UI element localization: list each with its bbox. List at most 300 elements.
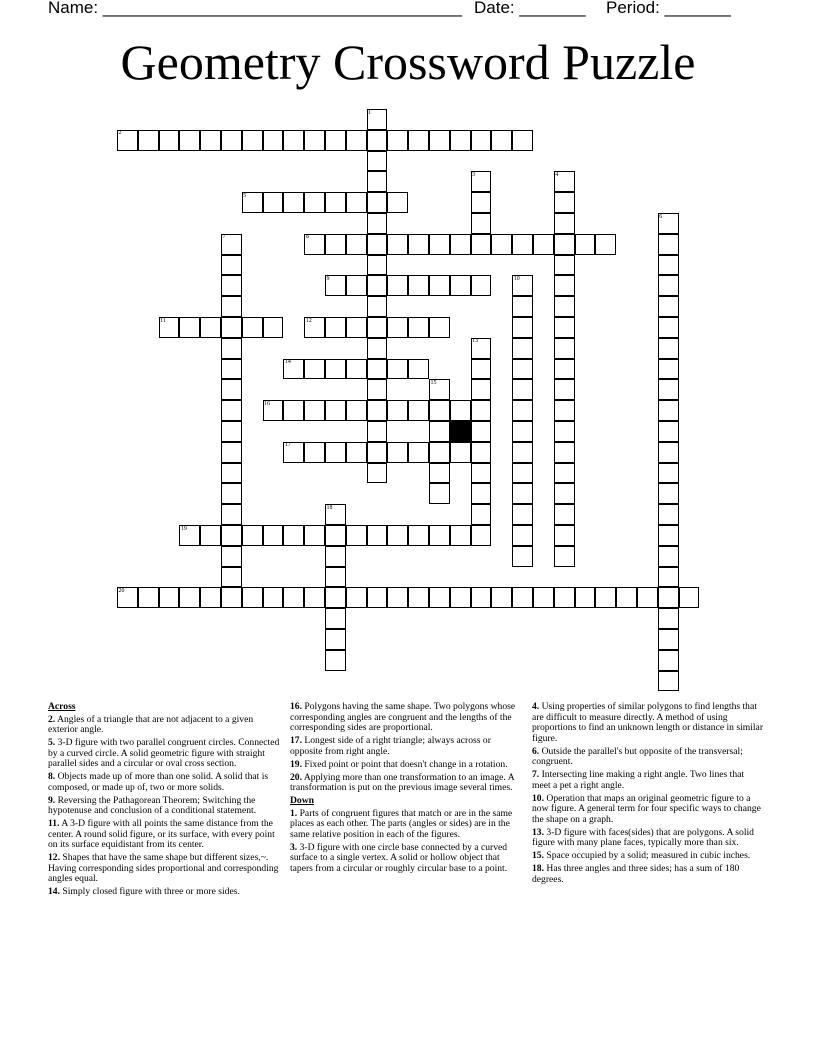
grid-cell[interactable] (179, 525, 200, 546)
down-heading: Down (290, 795, 314, 806)
grid-cell[interactable] (263, 317, 284, 338)
grid-cell[interactable] (450, 400, 471, 421)
clue (48, 772, 280, 793)
grid-cell[interactable] (471, 525, 492, 546)
grid-cell[interactable] (533, 234, 554, 255)
grid-cell[interactable] (554, 587, 575, 608)
grid-cell[interactable] (346, 192, 367, 213)
clue (532, 747, 764, 768)
grid-cell[interactable] (221, 483, 242, 504)
clue (290, 843, 522, 875)
grid-cell[interactable] (221, 379, 242, 400)
grid-cell[interactable] (242, 192, 263, 213)
grid-cell[interactable] (658, 671, 679, 692)
grid-cell[interactable] (304, 317, 325, 338)
grid-cell[interactable] (512, 483, 533, 504)
grid-cell[interactable] (575, 234, 596, 255)
grid-cell[interactable] (408, 275, 429, 296)
grid-cell[interactable] (221, 525, 242, 546)
grid-cell[interactable] (221, 463, 242, 484)
grid-cell[interactable] (554, 192, 575, 213)
grid-cell[interactable] (367, 275, 388, 296)
grid-cell[interactable] (471, 359, 492, 380)
grid-cell[interactable] (616, 587, 637, 608)
grid-cell[interactable] (658, 234, 679, 255)
grid-cell[interactable] (491, 234, 512, 255)
grid-cell[interactable] (450, 275, 471, 296)
clue-number: 17 (284, 442, 291, 449)
grid-cell[interactable] (283, 130, 304, 151)
grid-cell[interactable] (471, 192, 492, 213)
clue-number: 6 (659, 213, 663, 220)
grid-cell[interactable] (658, 379, 679, 400)
grid-cell[interactable] (429, 275, 450, 296)
clue-text: Polygons having the same shape. Two polygons whose corresponding angles are congruent and the lengths of the corresponding sides are proportional. (290, 701, 516, 733)
grid-cell[interactable] (658, 650, 679, 671)
clue-label: 12. (48, 852, 60, 863)
clue-text: Has three angles and three sides; has a sum of 180 degrees. (532, 863, 740, 885)
grid-cell[interactable] (471, 587, 492, 608)
grid-cell[interactable] (263, 192, 284, 213)
grid-cell[interactable] (263, 130, 284, 151)
blocked-cell (450, 421, 471, 442)
grid-cell[interactable] (408, 130, 429, 151)
grid-cell[interactable] (367, 400, 388, 421)
grid-cell[interactable] (554, 275, 575, 296)
grid-cell[interactable] (658, 421, 679, 442)
grid-cell[interactable] (575, 587, 596, 608)
grid-cell[interactable] (221, 359, 242, 380)
grid-cell[interactable] (554, 338, 575, 359)
grid-cell[interactable] (512, 463, 533, 484)
grid-cell[interactable] (450, 525, 471, 546)
grid-cell[interactable] (283, 525, 304, 546)
clue-number: 8 (305, 234, 309, 241)
grid-cell[interactable] (512, 379, 533, 400)
grid-cell[interactable] (387, 442, 408, 463)
grid-cell[interactable] (221, 317, 242, 338)
grid-cell[interactable] (554, 359, 575, 380)
grid-cell[interactable] (658, 463, 679, 484)
clue (290, 809, 522, 841)
clue (532, 770, 764, 791)
grid-cell[interactable] (367, 234, 388, 255)
grid-cell[interactable] (367, 587, 388, 608)
grid-cell[interactable] (242, 525, 263, 546)
grid-cell[interactable] (512, 587, 533, 608)
clue-label: 5. (48, 737, 56, 748)
grid-cell[interactable] (283, 587, 304, 608)
grid-cell[interactable] (387, 400, 408, 421)
grid-cell[interactable] (512, 359, 533, 380)
grid-cell[interactable] (221, 130, 242, 151)
clue (290, 760, 522, 771)
grid-cell[interactable] (408, 317, 429, 338)
grid-cell[interactable] (179, 130, 200, 151)
grid-cell[interactable] (554, 483, 575, 504)
grid-cell[interactable] (367, 192, 388, 213)
grid-cell[interactable] (512, 525, 533, 546)
grid-cell[interactable] (658, 338, 679, 359)
clue (48, 853, 280, 885)
grid-cell[interactable] (554, 463, 575, 484)
grid-cell[interactable] (679, 587, 700, 608)
clue-label: 20. (290, 771, 302, 783)
grid-cell[interactable] (429, 421, 450, 442)
clues-column-1 (48, 702, 280, 900)
grid-cell[interactable] (346, 359, 367, 380)
grid-cell[interactable] (554, 171, 575, 192)
grid-cell[interactable] (387, 275, 408, 296)
grid-cell[interactable] (367, 130, 388, 151)
clue-label: 1. (290, 807, 298, 819)
grid-cell[interactable] (283, 442, 304, 463)
clues-column-2 (290, 702, 522, 877)
grid-cell[interactable] (471, 338, 492, 359)
grid-cell[interactable] (554, 400, 575, 421)
grid-cell[interactable] (387, 587, 408, 608)
grid-cell[interactable] (387, 359, 408, 380)
grid-cell[interactable] (179, 317, 200, 338)
grid-cell[interactable] (304, 359, 325, 380)
grid-cell[interactable] (658, 213, 679, 234)
grid-cell[interactable] (658, 317, 679, 338)
clue (290, 702, 522, 734)
grid-cell[interactable] (367, 213, 388, 234)
grid-cell[interactable] (471, 400, 492, 421)
grid-cell[interactable] (554, 255, 575, 276)
clue-label: 9. (48, 794, 56, 806)
clue-text: Shapes that have the same shape but different sizes,~. Having corresponding sides proportional and corresponding angles equal. (48, 852, 279, 884)
grid-cell[interactable] (367, 255, 388, 276)
grid-cell[interactable] (325, 587, 346, 608)
grid-cell[interactable] (658, 546, 679, 567)
grid-cell[interactable] (512, 504, 533, 525)
grid-cell[interactable] (658, 504, 679, 525)
clue-label: 2. (48, 713, 56, 725)
grid-cell[interactable] (471, 275, 492, 296)
clue-label: 19. (290, 758, 302, 770)
grid-cell[interactable] (263, 400, 284, 421)
grid-cell[interactable] (429, 463, 450, 484)
grid-cell[interactable] (221, 546, 242, 567)
grid-cell[interactable] (658, 525, 679, 546)
grid-cell[interactable] (554, 317, 575, 338)
grid-cell[interactable] (242, 317, 263, 338)
grid-cell[interactable] (138, 130, 159, 151)
grid-cell[interactable] (325, 234, 346, 255)
grid-cell[interactable] (325, 442, 346, 463)
clue-label: 4. (532, 701, 540, 712)
grid-cell[interactable] (325, 130, 346, 151)
grid-cell[interactable] (346, 442, 367, 463)
grid-cell[interactable] (471, 130, 492, 151)
grid-cell[interactable] (283, 192, 304, 213)
clue-number: 7 (222, 234, 226, 241)
clue-number: 2 (118, 130, 122, 137)
grid-cell[interactable] (346, 525, 367, 546)
grid-cell[interactable] (408, 234, 429, 255)
grid-cell[interactable] (554, 546, 575, 567)
grid-cell[interactable] (658, 442, 679, 463)
grid-cell[interactable] (325, 317, 346, 338)
grid-cell[interactable] (325, 567, 346, 588)
grid-cell[interactable] (512, 317, 533, 338)
grid-cell[interactable] (408, 442, 429, 463)
clue-text: Outside the parallel's but opposite of the transversal; congruent. (532, 745, 743, 767)
clue (48, 887, 280, 898)
clue-label: 18. (532, 863, 544, 874)
clue-label: 13. (532, 826, 544, 838)
grid-cell[interactable] (221, 400, 242, 421)
clue-text: Operation that maps an original geometric figure to a now figure. A general term for four specific ways to change the shape on a graph. (532, 792, 761, 825)
grid-cell[interactable] (429, 442, 450, 463)
clue (532, 794, 764, 826)
clue-label: 10. (532, 792, 544, 804)
grid-cell[interactable] (554, 421, 575, 442)
grid-cell[interactable] (658, 587, 679, 608)
clue-label: 15. (532, 850, 544, 861)
grid-cell[interactable] (429, 525, 450, 546)
clue-text: Reversing the Pathagorean Theorem; Switching the hypotenuse and conclusion of a conditional statement. (48, 794, 257, 816)
clue-label: 16. (290, 701, 302, 712)
clue (290, 736, 522, 757)
grid-cell[interactable] (450, 234, 471, 255)
grid-cell[interactable] (346, 587, 367, 608)
grid-cell[interactable] (658, 255, 679, 276)
grid-cell[interactable] (408, 400, 429, 421)
grid-cell[interactable] (367, 442, 388, 463)
grid-cell[interactable] (429, 379, 450, 400)
grid-cell[interactable] (512, 546, 533, 567)
grid-cell[interactable] (367, 525, 388, 546)
grid-cell[interactable] (429, 587, 450, 608)
grid-cell[interactable] (595, 587, 616, 608)
grid-cell[interactable] (408, 525, 429, 546)
clue-text: 3-D figure with faces(sides) that are polygons. A solid figure with many plane faces, typically more than six. (532, 826, 754, 848)
grid-cell[interactable] (159, 317, 180, 338)
grid-cell[interactable] (429, 317, 450, 338)
clue-label: 3. (290, 841, 298, 853)
clue-label: 17. (290, 735, 302, 746)
grid-cell[interactable] (346, 400, 367, 421)
grid-cell[interactable] (595, 234, 616, 255)
grid-cell[interactable] (658, 296, 679, 317)
grid-cell[interactable] (325, 192, 346, 213)
grid-cell[interactable] (429, 130, 450, 151)
grid-cell[interactable] (408, 587, 429, 608)
grid-cell[interactable] (450, 130, 471, 151)
grid-cell[interactable] (554, 379, 575, 400)
grid-cell[interactable] (304, 130, 325, 151)
clue-text: Intersecting line making a right angle. Two lines that meet a pet a right angle. (532, 769, 745, 791)
grid-cell[interactable] (304, 234, 325, 255)
grid-cell[interactable] (304, 525, 325, 546)
grid-cell[interactable] (117, 130, 138, 151)
grid-cell[interactable] (325, 525, 346, 546)
grid-cell[interactable] (325, 650, 346, 671)
grid-cell[interactable] (387, 317, 408, 338)
grid-cell[interactable] (471, 234, 492, 255)
grid-cell[interactable] (387, 234, 408, 255)
grid-cell[interactable] (221, 504, 242, 525)
grid-cell[interactable] (304, 587, 325, 608)
date-field[interactable]: Date: _______ (474, 0, 586, 17)
grid-cell[interactable] (221, 421, 242, 442)
clue-text: Fixed point or point that doesn't change in a rotation. (302, 758, 508, 770)
clue-label: 8. (48, 771, 56, 782)
grid-cell[interactable] (491, 587, 512, 608)
grid-cell[interactable] (221, 587, 242, 608)
clue (532, 702, 764, 744)
grid-cell[interactable] (325, 504, 346, 525)
grid-cell[interactable] (471, 504, 492, 525)
grid-cell[interactable] (221, 296, 242, 317)
grid-cell[interactable] (387, 130, 408, 151)
grid-cell[interactable] (346, 317, 367, 338)
grid-cell[interactable] (554, 442, 575, 463)
grid-cell[interactable] (471, 421, 492, 442)
grid-cell[interactable] (221, 567, 242, 588)
grid-cell[interactable] (325, 629, 346, 650)
grid-cell[interactable] (304, 442, 325, 463)
grid-cell[interactable] (554, 296, 575, 317)
grid-cell[interactable] (554, 504, 575, 525)
grid-cell[interactable] (346, 275, 367, 296)
grid-cell[interactable] (200, 525, 221, 546)
grid-cell[interactable] (471, 442, 492, 463)
grid-cell[interactable] (325, 608, 346, 629)
grid-cell[interactable] (471, 463, 492, 484)
grid-cell[interactable] (325, 359, 346, 380)
grid-cell[interactable] (471, 213, 492, 234)
grid-cell[interactable] (429, 400, 450, 421)
grid-cell[interactable] (658, 275, 679, 296)
grid-cell[interactable] (221, 255, 242, 276)
grid-cell[interactable] (387, 192, 408, 213)
grid-cell[interactable] (200, 130, 221, 151)
grid-cell[interactable] (346, 234, 367, 255)
grid-cell[interactable] (450, 442, 471, 463)
grid-cell[interactable] (387, 525, 408, 546)
grid-cell[interactable] (367, 421, 388, 442)
grid-cell[interactable] (471, 379, 492, 400)
grid-cell[interactable] (471, 171, 492, 192)
grid-cell[interactable] (658, 608, 679, 629)
grid-cell[interactable] (221, 275, 242, 296)
grid-cell[interactable] (367, 317, 388, 338)
grid-cell[interactable] (367, 151, 388, 172)
grid-cell[interactable] (658, 359, 679, 380)
grid-cell[interactable] (325, 275, 346, 296)
grid-cell[interactable] (283, 359, 304, 380)
clue-number: 9 (326, 275, 330, 282)
clue-number: 4 (555, 171, 559, 178)
grid-cell[interactable] (304, 400, 325, 421)
grid-cell[interactable] (658, 483, 679, 504)
grid-cell[interactable] (221, 234, 242, 255)
grid-cell[interactable] (554, 213, 575, 234)
grid-cell[interactable] (117, 587, 138, 608)
clue-number: 13 (472, 338, 479, 345)
grid-cell[interactable] (242, 587, 263, 608)
period-field[interactable]: Period: _______ (606, 0, 731, 17)
grid-cell[interactable] (159, 587, 180, 608)
clue-number: 20 (118, 587, 125, 594)
grid-cell[interactable] (429, 234, 450, 255)
grid-cell[interactable] (200, 587, 221, 608)
grid-cell[interactable] (658, 629, 679, 650)
grid-cell[interactable] (367, 359, 388, 380)
clue-text: A 3-D figure with all points the same distance from the center. A round solid figure, or its surface, with every point on its surface equidistant from its center. (48, 818, 275, 850)
grid-cell[interactable] (429, 483, 450, 504)
grid-cell[interactable] (346, 130, 367, 151)
clue (290, 773, 522, 794)
clue-text: 3-D figure with two parallel congruent circles. Connected by a curved circle. A solid geometric figure with straight parallel sides and a circular or oval cross section. (48, 737, 280, 769)
clue (532, 851, 764, 862)
grid-cell[interactable] (450, 587, 471, 608)
grid-cell[interactable] (283, 400, 304, 421)
grid-cell[interactable] (263, 587, 284, 608)
grid-cell[interactable] (658, 567, 679, 588)
grid-cell[interactable] (325, 400, 346, 421)
grid-cell[interactable] (179, 587, 200, 608)
grid-cell[interactable] (512, 421, 533, 442)
grid-cell[interactable] (512, 400, 533, 421)
grid-cell[interactable] (491, 130, 512, 151)
grid-cell[interactable] (554, 525, 575, 546)
grid-cell[interactable] (367, 296, 388, 317)
grid-cell[interactable] (263, 525, 284, 546)
grid-cell[interactable] (512, 296, 533, 317)
grid-cell[interactable] (512, 442, 533, 463)
clue-text: 3-D figure with one circle base connected by a curved surface to a single vertex. A solid or hollow object that tapers from a circular or roughly circular base to a point. (290, 841, 508, 874)
grid-cell[interactable] (221, 442, 242, 463)
grid-cell[interactable] (637, 587, 658, 608)
grid-cell[interactable] (242, 130, 263, 151)
grid-cell[interactable] (512, 338, 533, 359)
grid-cell[interactable] (221, 338, 242, 359)
clue-label: 7. (532, 769, 540, 780)
clue-number: 11 (160, 317, 166, 324)
name-field[interactable]: Name: ______________________________________ (48, 0, 463, 17)
grid-cell[interactable] (367, 109, 388, 130)
clue-number: 1 (368, 109, 372, 116)
grid-cell[interactable] (367, 379, 388, 400)
grid-cell[interactable] (367, 338, 388, 359)
grid-cell[interactable] (159, 130, 180, 151)
grid-cell[interactable] (512, 234, 533, 255)
grid-cell[interactable] (533, 587, 554, 608)
clue (48, 715, 280, 736)
clue-label: 6. (532, 745, 540, 757)
grid-cell[interactable] (658, 400, 679, 421)
clue-label: 14. (48, 886, 60, 897)
grid-cell[interactable] (367, 171, 388, 192)
grid-cell[interactable] (325, 546, 346, 567)
grid-cell[interactable] (512, 130, 533, 151)
grid-cell[interactable] (138, 587, 159, 608)
grid-cell[interactable] (471, 483, 492, 504)
grid-cell[interactable] (554, 234, 575, 255)
grid-cell[interactable] (512, 275, 533, 296)
grid-cell[interactable] (367, 463, 388, 484)
clue-text: Objects made up of more than one solid. A solid that is composed, or made up of, two or more solids. (48, 771, 269, 793)
grid-cell[interactable] (200, 317, 221, 338)
clue-number: 16 (264, 400, 271, 407)
grid-cell[interactable] (304, 192, 325, 213)
grid-cell[interactable] (408, 359, 429, 380)
